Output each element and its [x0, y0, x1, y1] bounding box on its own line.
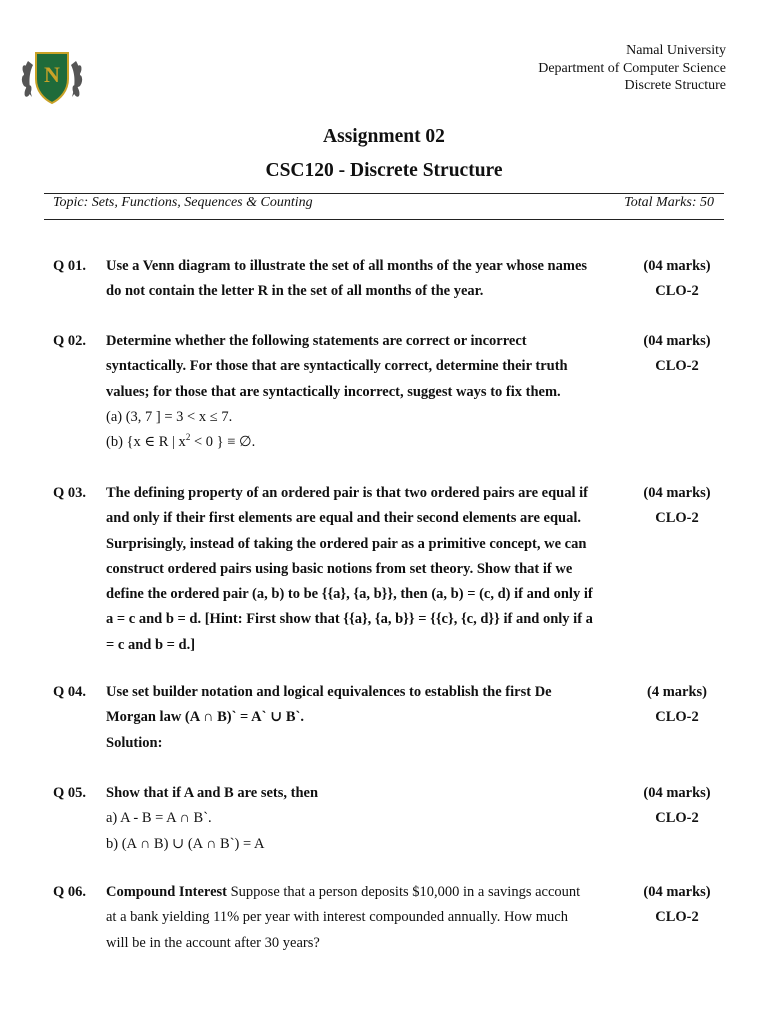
marks-label: (04 marks): [643, 258, 711, 274]
part-b-text: (b) {x ∈ R | x: [106, 434, 186, 451]
text-line: Surprisingly, instead of taking the ordered pair as a primitive concept, we can: [106, 535, 587, 552]
logo-letter: N: [44, 62, 60, 87]
part-a: (a) (3, 7 ] = 3 < x ≤ 7.: [106, 408, 233, 425]
superscript: 2: [185, 432, 191, 443]
text-line: = c and b = d.]: [106, 636, 196, 653]
clo-label: CLO-2: [655, 510, 699, 526]
question-marks: [630, 781, 724, 831]
question-marks: [630, 481, 724, 531]
text-line: Morgan law (A ∩ B)` = A` ∪ B`.: [106, 709, 304, 726]
question-marks: [630, 880, 724, 930]
text-line: values; for those that are syntactically incorrect, suggest ways to fix them.: [106, 383, 561, 400]
university-logo: [20, 49, 84, 105]
text-line: syntactically. For those that are syntactically correct, determine their truth: [106, 358, 568, 375]
question-text: [106, 481, 630, 658]
marks-label: (4 marks): [646, 684, 707, 700]
clo-label: CLO-2: [655, 358, 699, 374]
clo-label: CLO-2: [655, 810, 699, 826]
clo-label: CLO-2: [655, 283, 699, 299]
question-marks: [630, 254, 724, 304]
question-text: [106, 254, 630, 305]
text-line: Use a Venn diagram to illustrate the set of all months of the year whose names: [106, 258, 588, 274]
text-line: at a bank yielding 11% per year with interest compounded annually. How much: [106, 909, 568, 926]
question-marks: [630, 680, 724, 730]
text-line: construct ordered pairs using basic notions from set theory. Show that if we: [106, 560, 573, 577]
divider-bottom: [44, 219, 724, 220]
question-number: Q 06.: [53, 884, 87, 900]
question-number: Q 03.: [53, 485, 87, 501]
marks-label: (04 marks): [643, 785, 711, 801]
marks-label: (04 marks): [643, 485, 711, 501]
solution-label: Solution:: [106, 734, 163, 751]
part-a: a) A - B = A ∩ B`.: [106, 810, 212, 827]
text-line: Determine whether the following statements are correct or incorrect: [106, 333, 527, 349]
topic-line: Topic: Sets, Functions, Sequences & Counting: [53, 195, 313, 210]
question-number: Q 01.: [53, 258, 87, 274]
total-marks: Total Marks: 50: [624, 195, 714, 210]
question-number: Q 05.: [53, 785, 87, 801]
text-line: a = c and b = d. [Hint: First show that {{a}, {a, b}} = {{c}, {c, d}} if and only if a: [106, 611, 593, 628]
text-line: and only if their first elements are equal and their second elements are equal.: [106, 510, 581, 527]
university-name: Namal University: [626, 43, 726, 58]
text-line: Show that if A and B are sets, then: [106, 785, 319, 801]
question-marks: [630, 329, 724, 379]
clo-label: CLO-2: [655, 909, 699, 925]
text-line: Suppose that a person deposits $10,000 in a savings account: [226, 884, 581, 900]
question-text: [106, 781, 630, 857]
question-text: [106, 880, 630, 956]
question-text: [106, 329, 630, 455]
marks-label: (04 marks): [643, 333, 711, 349]
question-number: Q 04.: [53, 684, 87, 700]
clo-label: CLO-2: [655, 709, 699, 725]
part-b-text: < 0 } ≡ ∅.: [190, 434, 256, 451]
question-heading: Compound Interest: [106, 884, 227, 900]
institution-block: [538, 42, 726, 95]
text-line: define the ordered pair (a, b) to be {{a}, {a, b}}, then (a, b) = (c, d) if and only if: [106, 586, 593, 603]
divider-top: [44, 193, 724, 194]
text-line: will be in the account after 30 years?: [106, 934, 320, 951]
course-title: CSC120 - Discrete Structure: [265, 160, 503, 181]
assignment-title: Assignment 02: [323, 126, 445, 147]
text-line: The defining property of an ordered pair is that two ordered pairs are equal if: [106, 485, 588, 501]
course-name: Discrete Structure: [624, 78, 726, 93]
text-line: Use set builder notation and logical equivalences to establish the first De: [106, 684, 552, 700]
marks-label: (04 marks): [643, 884, 711, 900]
part-b: [106, 430, 630, 455]
department-name: Department of Computer Science: [538, 60, 726, 76]
question-number: Q 02.: [53, 333, 87, 349]
part-b: b) (A ∩ B) ∪ (A ∩ B`) = A: [106, 835, 265, 852]
text-line: do not contain the letter R in the set of all months of the year.: [106, 283, 484, 300]
question-text: [106, 680, 630, 756]
